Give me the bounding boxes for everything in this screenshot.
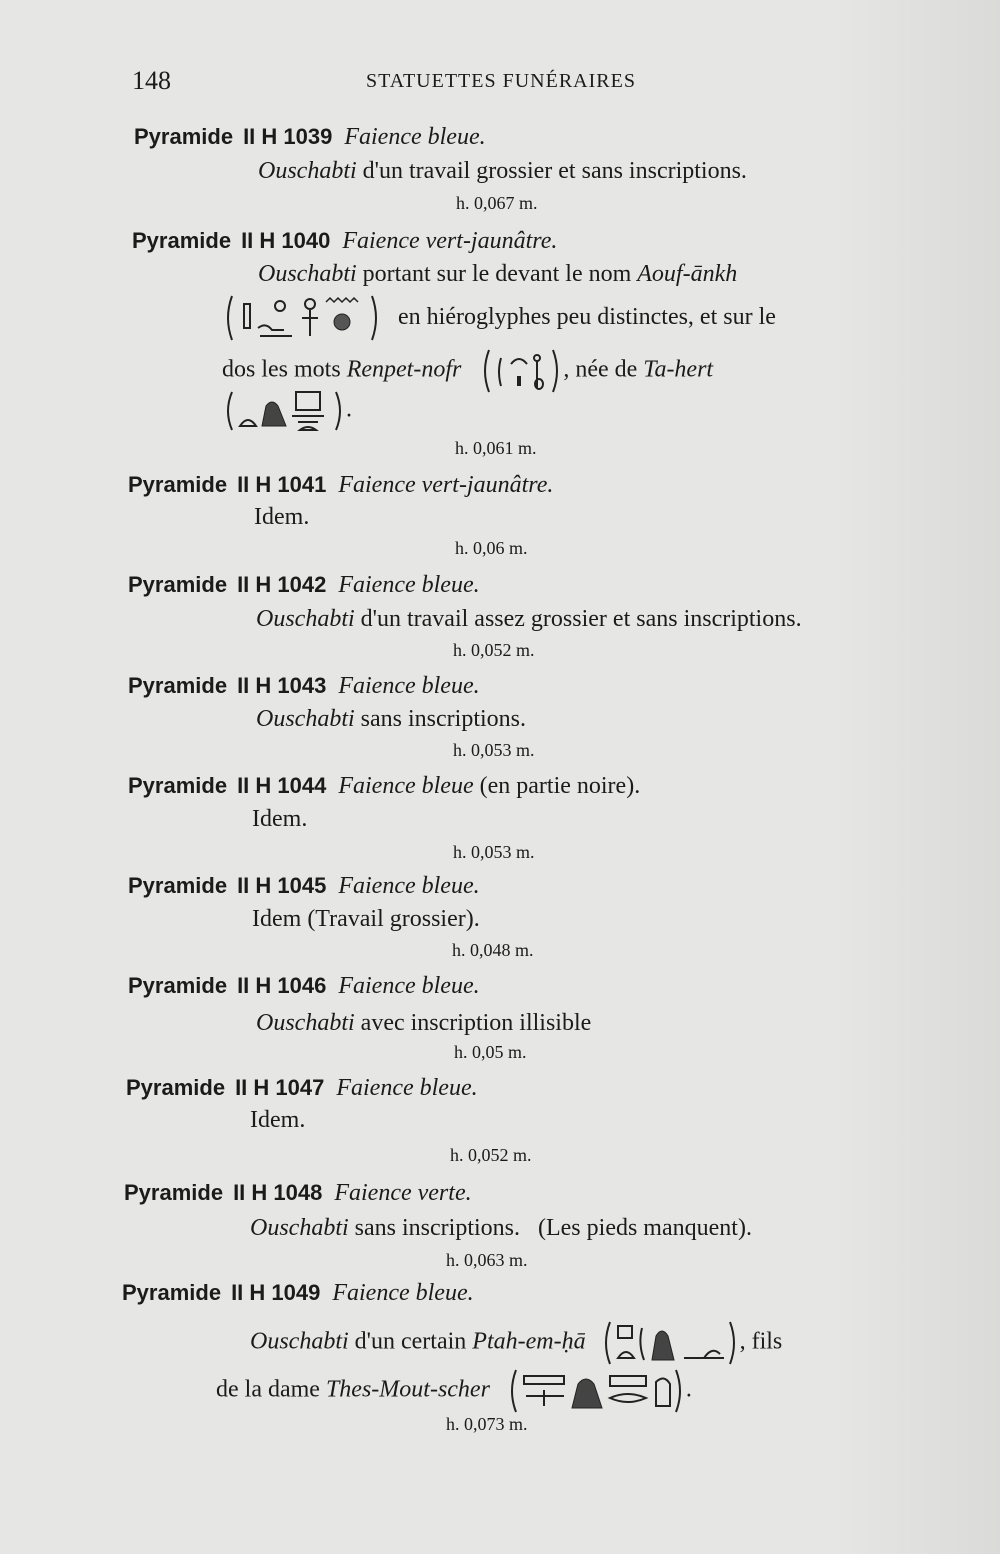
description-text: sans inscriptions. (Les pieds manquent). <box>348 1215 752 1241</box>
entry-heading <box>124 1180 472 1207</box>
entry-description: Idem. <box>252 806 308 832</box>
running-title: STATUETTES FUNÉRAIRES <box>366 70 636 92</box>
entry-heading <box>126 1075 478 1102</box>
entry-heading <box>128 472 553 499</box>
entry-heading <box>128 673 480 700</box>
term-ouschabti: Ouschabti <box>256 706 355 732</box>
entry-material: Faience bleue. <box>338 873 480 899</box>
hieroglyph-cartouche-icon <box>479 346 563 396</box>
hieroglyph-cartouche-icon <box>600 1318 740 1368</box>
entry-description <box>258 261 737 288</box>
entry-description <box>250 1215 752 1242</box>
entry-catalog-number: II H 1039 <box>243 124 333 149</box>
show-through-shadow <box>830 0 1000 1554</box>
entry-heading <box>128 973 480 1000</box>
entry-material: Faience bleue. <box>344 124 486 150</box>
entry-material: Faience bleue. <box>338 973 480 999</box>
entry-catalog-number: II H 1042 <box>237 572 327 597</box>
description-text: d'un travail grossier et sans inscriptions. <box>356 158 747 184</box>
description-text: . <box>685 1376 692 1403</box>
page-number: 148 <box>132 66 171 95</box>
entry-heading <box>128 773 640 800</box>
entry-material: Faience bleue <box>338 773 474 799</box>
entry-material: Faience bleue. <box>336 1075 478 1101</box>
entry-material: Faience verte. <box>334 1180 472 1206</box>
term-ouschabti: Ouschabti <box>256 606 355 632</box>
entry-catalog-number: II H 1041 <box>237 472 327 497</box>
entry-catalog-number: II H 1040 <box>241 228 331 253</box>
entry-heading <box>122 1280 474 1307</box>
entry-description <box>250 1318 782 1368</box>
description-text: en hiéroglyphes peu distinctes, et sur le <box>398 303 776 330</box>
entry-keyword: Pyramide <box>128 873 228 898</box>
entry-description-line <box>222 292 776 344</box>
entry-material: Faience bleue. <box>332 1280 474 1306</box>
entry-keyword: Pyramide <box>134 124 234 149</box>
entry-height: h. 0,052 m. <box>453 640 535 660</box>
entry-heading <box>128 873 480 900</box>
entry-material: Faience bleue. <box>338 572 480 598</box>
entry-catalog-number: II H 1047 <box>235 1075 325 1100</box>
entry-catalog-number: II H 1046 <box>237 973 327 998</box>
personal-name: Ptah-em-ḥā <box>472 1328 586 1355</box>
hieroglyph-cartouche-icon <box>506 1366 686 1416</box>
term-ouschabti: Ouschabti <box>258 261 357 287</box>
description-text: avec inscription illisible <box>354 1010 592 1036</box>
hieroglyph-cartouche-icon <box>222 386 346 436</box>
entry-catalog-number: II H 1045 <box>237 873 327 898</box>
entry-height: h. 0,05 m. <box>454 1042 527 1062</box>
entry-height: h. 0,052 m. <box>450 1145 532 1165</box>
personal-name: Thes-Mout-scher <box>325 1376 490 1403</box>
entry-keyword: Pyramide <box>128 673 228 698</box>
description-text: dos les mots <box>222 356 347 383</box>
description-text: . <box>346 396 352 423</box>
entry-keyword: Pyramide <box>124 1180 224 1205</box>
entry-description <box>256 606 802 633</box>
entry-description-line <box>222 386 352 436</box>
entry-height: h. 0,053 m. <box>453 740 535 760</box>
entry-keyword: Pyramide <box>128 973 228 998</box>
entry-height: h. 0,063 m. <box>446 1250 528 1270</box>
entry-catalog-number: II H 1048 <box>233 1180 323 1205</box>
entry-keyword: Pyramide <box>126 1075 226 1100</box>
entry-heading <box>128 572 480 599</box>
term-ouschabti: Ouschabti <box>250 1215 349 1241</box>
entry-material: Faience bleue. <box>338 673 480 699</box>
entry-catalog-number: II H 1043 <box>237 673 327 698</box>
entry-material: Faience vert-jaunâtre. <box>342 228 558 254</box>
entry-description <box>256 1010 591 1037</box>
description-text: sans inscriptions. <box>354 706 526 732</box>
entry-catalog-number: II H 1044 <box>237 773 327 798</box>
entry-material: Faience vert-jaunâtre. <box>338 472 554 498</box>
personal-name: Aouf-ānkh <box>637 261 738 287</box>
term-ouschabti: Ouschabti <box>250 1328 349 1355</box>
hieroglyph-cartouche-icon <box>222 292 382 344</box>
entry-height: h. 0,053 m. <box>453 842 535 862</box>
entry-height: h. 0,06 m. <box>455 538 528 558</box>
personal-name: Renpet-nofr <box>346 356 462 383</box>
entry-heading <box>134 124 486 151</box>
entry-keyword: Pyramide <box>128 472 228 497</box>
entry-keyword: Pyramide <box>122 1280 222 1305</box>
description-text: d'un certain <box>348 1328 473 1355</box>
description-text: de la dame <box>216 1376 326 1403</box>
entry-height: h. 0,067 m. <box>456 193 538 213</box>
term-ouschabti: Ouschabti <box>256 1010 355 1036</box>
entry-height: h. 0,048 m. <box>452 940 534 960</box>
entry-height: h. 0,073 m. <box>446 1414 528 1434</box>
entry-keyword: Pyramide <box>128 572 228 597</box>
entry-catalog-number: II H 1049 <box>231 1280 321 1305</box>
description-text: , fils <box>739 1328 783 1355</box>
description-text: d'un travail assez grossier et sans inscriptions. <box>354 606 802 632</box>
entry-description: Idem. <box>250 1107 306 1133</box>
entry-description-line <box>216 1366 692 1416</box>
material-note: (en partie noire). <box>473 773 641 799</box>
description-text: portant sur le devant le nom <box>356 261 638 287</box>
entry-keyword: Pyramide <box>132 228 232 253</box>
entry-description <box>256 706 526 733</box>
entry-height: h. 0,061 m. <box>455 438 537 458</box>
entry-description: Idem. <box>254 504 310 530</box>
entry-keyword: Pyramide <box>128 773 228 798</box>
description-text: , née de <box>563 356 644 383</box>
term-ouschabti: Ouschabti <box>258 158 357 184</box>
entry-heading <box>132 228 557 255</box>
entry-description <box>258 158 747 185</box>
personal-name: Ta-hert <box>643 356 714 383</box>
entry-description: Idem (Travail grossier). <box>252 906 480 932</box>
